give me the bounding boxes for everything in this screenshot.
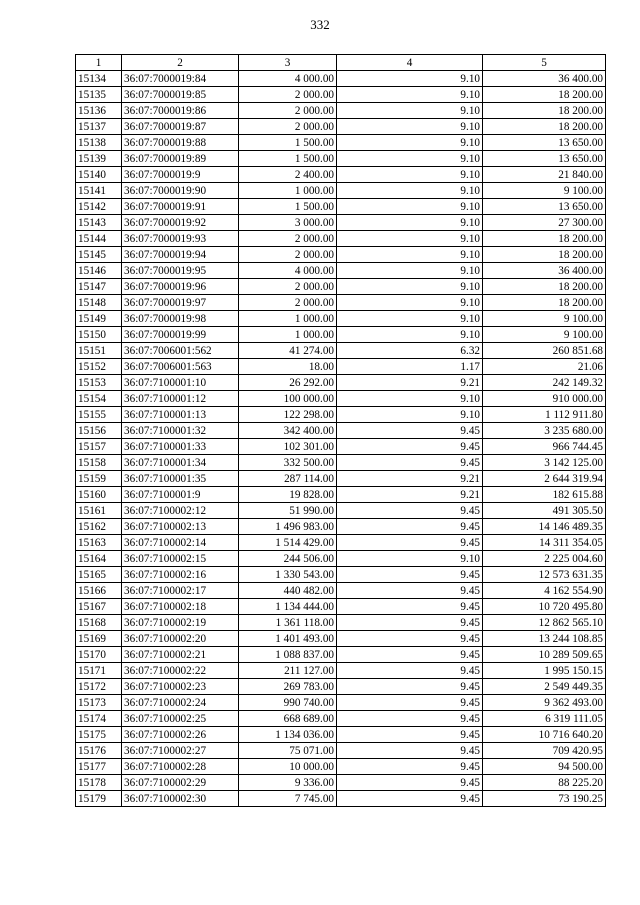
row-number-cell: 15170 (76, 647, 122, 663)
table-row (76, 311, 606, 327)
cadastral-number-cell: 36:07:7100002:26 (122, 727, 239, 743)
table-row (76, 439, 606, 455)
cadastral-number-cell: 36:07:7100001:33 (122, 439, 239, 455)
rate-cell: 9.10 (337, 247, 483, 263)
area-cell: 211 127.00 (239, 663, 337, 679)
area-cell: 41 274.00 (239, 343, 337, 359)
table-row (76, 599, 606, 615)
table-row (76, 215, 606, 231)
rate-cell: 9.45 (337, 791, 483, 807)
rate-cell: 9.10 (337, 295, 483, 311)
cadastral-number-cell: 36:07:7000019:95 (122, 263, 239, 279)
rate-cell: 9.10 (337, 199, 483, 215)
value-cell: 14 146 489.35 (483, 519, 606, 535)
value-cell: 13 650.00 (483, 135, 606, 151)
cadastral-number-cell: 36:07:7100002:20 (122, 631, 239, 647)
table-row (76, 263, 606, 279)
value-cell: 12 573 631.35 (483, 567, 606, 583)
value-cell: 18 200.00 (483, 87, 606, 103)
area-cell: 440 482.00 (239, 583, 337, 599)
table-row (76, 535, 606, 551)
rate-cell: 9.45 (337, 455, 483, 471)
row-number-cell: 15176 (76, 743, 122, 759)
value-cell: 12 862 565.10 (483, 615, 606, 631)
value-cell: 9 100.00 (483, 327, 606, 343)
row-number-cell: 15163 (76, 535, 122, 551)
rate-cell: 9.45 (337, 503, 483, 519)
table-row (76, 359, 606, 375)
area-cell: 18.00 (239, 359, 337, 375)
cadastral-number-cell: 36:07:7000019:86 (122, 103, 239, 119)
rate-cell: 9.21 (337, 471, 483, 487)
cadastral-number-cell: 36:07:7100002:12 (122, 503, 239, 519)
column-header-2: 2 (122, 55, 239, 71)
table-row (76, 103, 606, 119)
cadastral-number-cell: 36:07:7100002:29 (122, 775, 239, 791)
table-row (76, 119, 606, 135)
row-number-cell: 15145 (76, 247, 122, 263)
table-row (76, 71, 606, 87)
rate-cell: 9.10 (337, 327, 483, 343)
row-number-cell: 15167 (76, 599, 122, 615)
table-row (76, 183, 606, 199)
table-row (76, 375, 606, 391)
rate-cell: 9.45 (337, 775, 483, 791)
table-row (76, 423, 606, 439)
row-number-cell: 15138 (76, 135, 122, 151)
row-number-cell: 15168 (76, 615, 122, 631)
value-cell: 21 840.00 (483, 167, 606, 183)
value-cell: 1 995 150.15 (483, 663, 606, 679)
value-cell: 88 225.20 (483, 775, 606, 791)
value-cell: 9 362 493.00 (483, 695, 606, 711)
row-number-cell: 15174 (76, 711, 122, 727)
cadastral-number-cell: 36:07:7000019:90 (122, 183, 239, 199)
rate-cell: 9.45 (337, 727, 483, 743)
cadastral-number-cell: 36:07:7000019:88 (122, 135, 239, 151)
area-cell: 668 689.00 (239, 711, 337, 727)
value-cell: 10 289 509.65 (483, 647, 606, 663)
row-number-cell: 15153 (76, 375, 122, 391)
value-cell: 9 100.00 (483, 183, 606, 199)
rate-cell: 9.10 (337, 167, 483, 183)
rate-cell: 9.10 (337, 391, 483, 407)
table-row (76, 551, 606, 567)
cadastral-number-cell: 36:07:7100001:13 (122, 407, 239, 423)
area-cell: 1 000.00 (239, 327, 337, 343)
value-cell: 36 400.00 (483, 71, 606, 87)
table-row (76, 487, 606, 503)
cadastral-number-cell: 36:07:7000019:84 (122, 71, 239, 87)
area-cell: 122 298.00 (239, 407, 337, 423)
area-cell: 4 000.00 (239, 263, 337, 279)
rate-cell: 9.10 (337, 71, 483, 87)
table-row (76, 279, 606, 295)
table-row (76, 519, 606, 535)
header-row (76, 55, 606, 71)
rate-cell: 9.45 (337, 599, 483, 615)
rate-cell: 9.45 (337, 583, 483, 599)
value-cell: 94 500.00 (483, 759, 606, 775)
value-cell: 13 650.00 (483, 151, 606, 167)
table-row (76, 663, 606, 679)
value-cell: 10 720 495.80 (483, 599, 606, 615)
table-row (76, 343, 606, 359)
row-number-cell: 15160 (76, 487, 122, 503)
cadastral-number-cell: 36:07:7100002:16 (122, 567, 239, 583)
value-cell: 709 420.95 (483, 743, 606, 759)
area-cell: 1 088 837.00 (239, 647, 337, 663)
area-cell: 2 000.00 (239, 279, 337, 295)
value-cell: 36 400.00 (483, 263, 606, 279)
row-number-cell: 15166 (76, 583, 122, 599)
row-number-cell: 15172 (76, 679, 122, 695)
rate-cell: 9.45 (337, 439, 483, 455)
table-body (76, 71, 606, 807)
area-cell: 1 496 983.00 (239, 519, 337, 535)
value-cell: 13 244 108.85 (483, 631, 606, 647)
row-number-cell: 15144 (76, 231, 122, 247)
rate-cell: 9.45 (337, 423, 483, 439)
table-row (76, 583, 606, 599)
rate-cell: 9.45 (337, 759, 483, 775)
value-cell: 966 744.45 (483, 439, 606, 455)
value-cell: 242 149.32 (483, 375, 606, 391)
rate-cell: 9.45 (337, 711, 483, 727)
area-cell: 1 500.00 (239, 151, 337, 167)
cadastral-number-cell: 36:07:7100001:10 (122, 375, 239, 391)
table-row (76, 231, 606, 247)
cadastral-number-cell: 36:07:7100002:23 (122, 679, 239, 695)
rate-cell: 1.17 (337, 359, 483, 375)
area-cell: 1 134 444.00 (239, 599, 337, 615)
area-cell: 100 000.00 (239, 391, 337, 407)
table-row (76, 295, 606, 311)
table-row (76, 631, 606, 647)
row-number-cell: 15137 (76, 119, 122, 135)
area-cell: 1 000.00 (239, 183, 337, 199)
area-cell: 2 000.00 (239, 247, 337, 263)
cadastral-number-cell: 36:07:7000019:9 (122, 167, 239, 183)
area-cell: 332 500.00 (239, 455, 337, 471)
row-number-cell: 15149 (76, 311, 122, 327)
rate-cell: 9.10 (337, 135, 483, 151)
value-cell: 18 200.00 (483, 279, 606, 295)
area-cell: 3 000.00 (239, 215, 337, 231)
area-cell: 2 000.00 (239, 119, 337, 135)
cadastral-number-cell: 36:07:7100002:25 (122, 711, 239, 727)
row-number-cell: 15142 (76, 199, 122, 215)
area-cell: 10 000.00 (239, 759, 337, 775)
cadastral-number-cell: 36:07:7100001:35 (122, 471, 239, 487)
value-cell: 10 716 640.20 (483, 727, 606, 743)
cadastral-number-cell: 36:07:7100002:19 (122, 615, 239, 631)
rate-cell: 9.10 (337, 311, 483, 327)
table-row (76, 615, 606, 631)
value-cell: 3 142 125.00 (483, 455, 606, 471)
rate-cell: 9.10 (337, 103, 483, 119)
cadastral-number-cell: 36:07:7000019:92 (122, 215, 239, 231)
cadastral-number-cell: 36:07:7000019:87 (122, 119, 239, 135)
area-cell: 51 990.00 (239, 503, 337, 519)
data-table (75, 54, 606, 807)
value-cell: 2 549 449.35 (483, 679, 606, 695)
value-cell: 14 311 354.05 (483, 535, 606, 551)
row-number-cell: 15134 (76, 71, 122, 87)
area-cell: 1 514 429.00 (239, 535, 337, 551)
rate-cell: 9.21 (337, 375, 483, 391)
value-cell: 18 200.00 (483, 231, 606, 247)
row-number-cell: 15171 (76, 663, 122, 679)
table-row (76, 503, 606, 519)
cadastral-number-cell: 36:07:7100001:9 (122, 487, 239, 503)
rate-cell: 9.10 (337, 551, 483, 567)
table-row (76, 407, 606, 423)
area-cell: 1 500.00 (239, 199, 337, 215)
cadastral-number-cell: 36:07:7100002:14 (122, 535, 239, 551)
area-cell: 4 000.00 (239, 71, 337, 87)
row-number-cell: 15162 (76, 519, 122, 535)
cadastral-number-cell: 36:07:7100002:27 (122, 743, 239, 759)
row-number-cell: 15165 (76, 567, 122, 583)
table-row (76, 695, 606, 711)
table-row (76, 775, 606, 791)
area-cell: 1 401 493.00 (239, 631, 337, 647)
area-cell: 2 000.00 (239, 295, 337, 311)
row-number-cell: 15179 (76, 791, 122, 807)
table-row (76, 167, 606, 183)
row-number-cell: 15161 (76, 503, 122, 519)
row-number-cell: 15157 (76, 439, 122, 455)
row-number-cell: 15139 (76, 151, 122, 167)
rate-cell: 9.45 (337, 519, 483, 535)
table-row (76, 471, 606, 487)
area-cell: 2 400.00 (239, 167, 337, 183)
row-number-cell: 15164 (76, 551, 122, 567)
cadastral-number-cell: 36:07:7100002:13 (122, 519, 239, 535)
cadastral-number-cell: 36:07:7100001:32 (122, 423, 239, 439)
table-header (76, 55, 606, 71)
table-row (76, 647, 606, 663)
cadastral-number-cell: 36:07:7100002:15 (122, 551, 239, 567)
value-cell: 13 650.00 (483, 199, 606, 215)
row-number-cell: 15178 (76, 775, 122, 791)
row-number-cell: 15177 (76, 759, 122, 775)
cadastral-number-cell: 36:07:7100002:21 (122, 647, 239, 663)
area-cell: 269 783.00 (239, 679, 337, 695)
value-cell: 18 200.00 (483, 119, 606, 135)
cadastral-number-cell: 36:07:7000019:96 (122, 279, 239, 295)
table-row (76, 135, 606, 151)
cadastral-number-cell: 36:07:7000019:93 (122, 231, 239, 247)
table-row (76, 247, 606, 263)
table-row (76, 679, 606, 695)
value-cell: 491 305.50 (483, 503, 606, 519)
table-row (76, 87, 606, 103)
cadastral-number-cell: 36:07:7100002:17 (122, 583, 239, 599)
value-cell: 18 200.00 (483, 247, 606, 263)
row-number-cell: 15146 (76, 263, 122, 279)
value-cell: 18 200.00 (483, 295, 606, 311)
row-number-cell: 15150 (76, 327, 122, 343)
cadastral-number-cell: 36:07:7100002:30 (122, 791, 239, 807)
table-row (76, 327, 606, 343)
cadastral-number-cell: 36:07:7000019:91 (122, 199, 239, 215)
row-number-cell: 15158 (76, 455, 122, 471)
page-number: 332 (310, 17, 330, 32)
rate-cell: 9.45 (337, 679, 483, 695)
rate-cell: 9.10 (337, 119, 483, 135)
table-row (76, 759, 606, 775)
row-number-cell: 15169 (76, 631, 122, 647)
area-cell: 2 000.00 (239, 231, 337, 247)
value-cell: 1 112 911.80 (483, 407, 606, 423)
rate-cell: 9.10 (337, 87, 483, 103)
table-row (76, 791, 606, 807)
row-number-cell: 15156 (76, 423, 122, 439)
row-number-cell: 15151 (76, 343, 122, 359)
column-header-4: 4 (337, 55, 483, 71)
area-cell: 19 828.00 (239, 487, 337, 503)
cadastral-number-cell: 36:07:7100002:24 (122, 695, 239, 711)
area-cell: 244 506.00 (239, 551, 337, 567)
row-number-cell: 15159 (76, 471, 122, 487)
cadastral-number-cell: 36:07:7006001:563 (122, 359, 239, 375)
rate-cell: 9.10 (337, 183, 483, 199)
value-cell: 6 319 111.05 (483, 711, 606, 727)
value-cell: 910 000.00 (483, 391, 606, 407)
rate-cell: 9.45 (337, 567, 483, 583)
value-cell: 182 615.88 (483, 487, 606, 503)
cadastral-number-cell: 36:07:7000019:98 (122, 311, 239, 327)
area-cell: 102 301.00 (239, 439, 337, 455)
area-cell: 287 114.00 (239, 471, 337, 487)
rate-cell: 9.45 (337, 631, 483, 647)
area-cell: 7 745.00 (239, 791, 337, 807)
value-cell: 2 644 319.94 (483, 471, 606, 487)
row-number-cell: 15140 (76, 167, 122, 183)
rate-cell: 9.21 (337, 487, 483, 503)
row-number-cell: 15135 (76, 87, 122, 103)
cadastral-number-cell: 36:07:7100001:34 (122, 455, 239, 471)
value-cell: 9 100.00 (483, 311, 606, 327)
rate-cell: 9.10 (337, 407, 483, 423)
area-cell: 1 361 118.00 (239, 615, 337, 631)
rate-cell: 9.10 (337, 215, 483, 231)
area-cell: 26 292.00 (239, 375, 337, 391)
table-row (76, 391, 606, 407)
row-number-cell: 15175 (76, 727, 122, 743)
rate-cell: 9.10 (337, 231, 483, 247)
rate-cell: 9.45 (337, 615, 483, 631)
value-cell: 18 200.00 (483, 103, 606, 119)
area-cell: 1 330 543.00 (239, 567, 337, 583)
row-number-cell: 15143 (76, 215, 122, 231)
cadastral-number-cell: 36:07:7100002:28 (122, 759, 239, 775)
cadastral-number-cell: 36:07:7000019:99 (122, 327, 239, 343)
column-header-5: 5 (483, 55, 606, 71)
column-header-1: 1 (76, 55, 122, 71)
value-cell: 2 225 004.60 (483, 551, 606, 567)
row-number-cell: 15173 (76, 695, 122, 711)
row-number-cell: 15147 (76, 279, 122, 295)
area-cell: 990 740.00 (239, 695, 337, 711)
row-number-cell: 15154 (76, 391, 122, 407)
rate-cell: 9.45 (337, 695, 483, 711)
area-cell: 1 134 036.00 (239, 727, 337, 743)
rate-cell: 9.45 (337, 647, 483, 663)
row-number-cell: 15148 (76, 295, 122, 311)
column-header-3: 3 (239, 55, 337, 71)
table-row (76, 743, 606, 759)
rate-cell: 9.10 (337, 151, 483, 167)
value-cell: 4 162 554.90 (483, 583, 606, 599)
rate-cell: 9.45 (337, 743, 483, 759)
cadastral-number-cell: 36:07:7006001:562 (122, 343, 239, 359)
row-number-cell: 15141 (76, 183, 122, 199)
row-number-cell: 15152 (76, 359, 122, 375)
value-cell: 27 300.00 (483, 215, 606, 231)
table-row (76, 199, 606, 215)
area-cell: 2 000.00 (239, 103, 337, 119)
cadastral-number-cell: 36:07:7100002:18 (122, 599, 239, 615)
area-cell: 9 336.00 (239, 775, 337, 791)
cadastral-number-cell: 36:07:7000019:89 (122, 151, 239, 167)
area-cell: 1 500.00 (239, 135, 337, 151)
value-cell: 73 190.25 (483, 791, 606, 807)
cadastral-number-cell: 36:07:7100001:12 (122, 391, 239, 407)
area-cell: 1 000.00 (239, 311, 337, 327)
cadastral-number-cell: 36:07:7000019:85 (122, 87, 239, 103)
cadastral-number-cell: 36:07:7000019:97 (122, 295, 239, 311)
table-row (76, 455, 606, 471)
table-row (76, 711, 606, 727)
value-cell: 21.06 (483, 359, 606, 375)
rate-cell: 9.45 (337, 535, 483, 551)
rate-cell: 9.10 (337, 279, 483, 295)
table-row (76, 151, 606, 167)
area-cell: 75 071.00 (239, 743, 337, 759)
area-cell: 342 400.00 (239, 423, 337, 439)
rate-cell: 6.32 (337, 343, 483, 359)
value-cell: 260 851.68 (483, 343, 606, 359)
value-cell: 3 235 680.00 (483, 423, 606, 439)
area-cell: 2 000.00 (239, 87, 337, 103)
table-row (76, 727, 606, 743)
row-number-cell: 15155 (76, 407, 122, 423)
row-number-cell: 15136 (76, 103, 122, 119)
rate-cell: 9.45 (337, 663, 483, 679)
cadastral-number-cell: 36:07:7100002:22 (122, 663, 239, 679)
rate-cell: 9.10 (337, 263, 483, 279)
cadastral-number-cell: 36:07:7000019:94 (122, 247, 239, 263)
table-row (76, 567, 606, 583)
